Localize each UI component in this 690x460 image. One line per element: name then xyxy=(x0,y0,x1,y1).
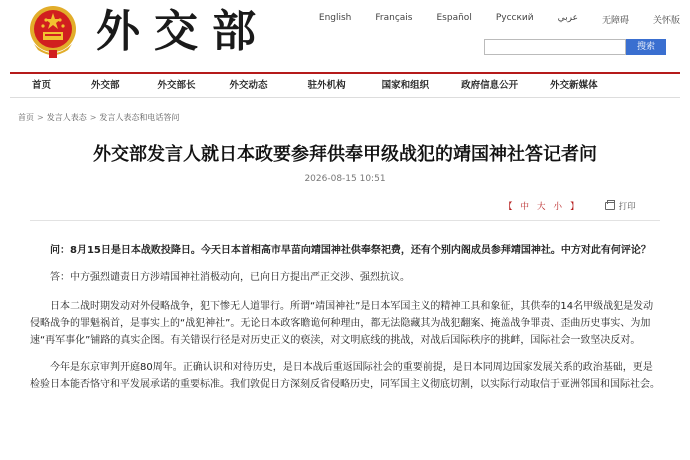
search-input[interactable] xyxy=(484,39,626,55)
article-tools xyxy=(500,199,660,213)
site-header xyxy=(0,0,690,70)
answer-paragraph-2: 日本二战时期发动对外侵略战争，犯下惨无人道罪行。所谓“靖国神社”是日本军国主义的精神工具和象征，其供奉的14名甲级战犯是发动侵略战争的罪魁祸首，是事实上的“战犯神社”。无论日本政客瞻诡何种理由，都无法隐藏其为战犯翻案、掩盖战争罪责、歪曲历史事实、为加速“再军事化”铺路的真实企图。有关错误行径是对历史正义的亵渎，对文明底线的挑战，对战后国际秩序的挑衅，国际社会一致坚决反对。 xyxy=(30,301,654,346)
breadcrumb-separator-icon: > xyxy=(89,113,97,122)
nav-item-ministry[interactable]: 外交部 xyxy=(91,80,120,91)
content-divider xyxy=(30,220,660,221)
bracket-right-icon: 】 xyxy=(570,202,579,212)
breadcrumb xyxy=(18,112,179,123)
lang-russian-link[interactable]: Русский xyxy=(495,13,534,23)
printer-icon xyxy=(605,202,615,210)
print-label: 打印 xyxy=(618,202,636,212)
nav-item-gov-info[interactable]: 政府信息公开 xyxy=(461,80,519,91)
search-button[interactable]: 搜索 xyxy=(626,39,666,55)
answer-paragraph-3: 今年是东京审判开庭80周年。正确认识和对待历史，是日本战后重返国际社会的重要前提，是日本同周边国家发展关系的政治基础，更是检验日本能否恪守和平发展承诺的重要标准。我们敦促日方深刻反省侵略历史，同军国主义彻底切割，以实际行动取信于亚洲邻国和国际社会。 xyxy=(30,362,660,390)
breadcrumb-separator-icon: > xyxy=(37,113,44,122)
care-mode-link[interactable]: 关怀版 xyxy=(652,16,680,26)
font-size-large-button[interactable]: 中 xyxy=(520,202,530,212)
site-logo-text[interactable]: 外交部 xyxy=(96,6,270,57)
bracket-left-icon: 【 xyxy=(504,202,513,212)
nav-item-missions[interactable]: 驻外机构 xyxy=(307,80,346,91)
page-title: 外交部发言人就日本政要参拜供奉甲级战犯的靖国神社答记者问 xyxy=(93,144,597,165)
font-size-switcher xyxy=(500,200,583,212)
national-emblem-icon[interactable] xyxy=(28,4,78,58)
lang-english-link[interactable]: English xyxy=(318,13,352,23)
accessibility-link[interactable]: 无障碍 xyxy=(601,16,629,26)
question-paragraph: 问：8月15日是日本战败投降日。今天日本首相高市早苗向靖国神社供奉祭祀费，还有个别内阁成员参拜靖国神社。中方对此有何评论？ xyxy=(50,245,651,256)
language-links xyxy=(319,13,680,26)
nav-item-countries[interactable]: 国家和组织 xyxy=(381,80,430,91)
breadcrumb-home-link[interactable]: 首页 xyxy=(18,113,34,122)
article-body xyxy=(30,242,660,403)
answer-paragraph-1: 答：中方强烈谴责日方涉靖国神社消极动向，已向日方提出严正交涉、强烈抗议。 xyxy=(50,272,410,283)
lang-spanish-link[interactable]: Español xyxy=(436,13,472,23)
nav-item-home[interactable]: 首页 xyxy=(32,80,52,91)
lang-arabic-link[interactable]: عربي xyxy=(557,13,578,23)
nav-item-diplomatic-news[interactable]: 外交动态 xyxy=(229,80,268,91)
breadcrumb-current-link[interactable]: 发言人表态和电话答问 xyxy=(99,113,180,122)
font-size-medium-button[interactable]: 大 xyxy=(537,202,546,212)
nav-item-new-media[interactable]: 外交新媒体 xyxy=(550,80,598,91)
nav-item-minister[interactable]: 外交部长 xyxy=(157,80,196,91)
font-size-small-button[interactable]: 小 xyxy=(553,202,563,212)
breadcrumb-spokesperson-link[interactable]: 发言人表态 xyxy=(46,113,87,122)
lang-french-link[interactable]: Français xyxy=(375,13,413,23)
print-button[interactable] xyxy=(605,200,636,212)
main-nav xyxy=(10,72,680,98)
publish-date: 2026-08-15 10:51 xyxy=(304,174,386,184)
